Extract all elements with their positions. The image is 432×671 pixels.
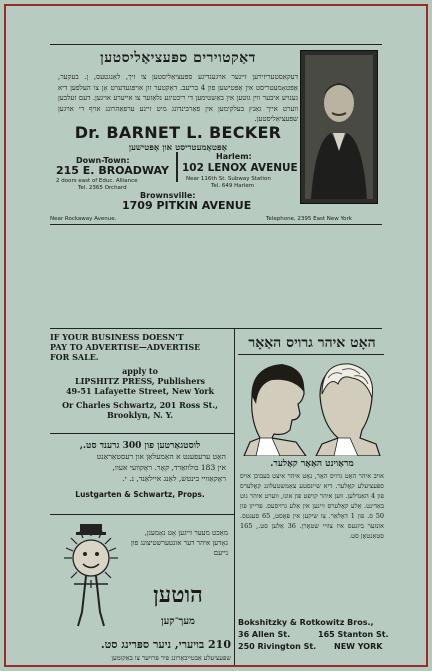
rule-column-divider [234, 328, 235, 666]
becker-name: Dr. BARNET L. BECKER [74, 123, 282, 142]
brownsville-label: Brownsville: [140, 191, 196, 200]
downtown-note: 2 doors east of Educ. Alliance [56, 178, 138, 184]
advertise-line2: PAY TO ADVERTISE—ADVERTISE [50, 342, 201, 352]
collar-name: מראַוינט האַאָר קאָלער. [270, 459, 354, 469]
hats-heading: הוטען [153, 582, 203, 608]
advertise-address: 49-51 Lafayette Street, New York [65, 386, 215, 396]
collar-addr1: 36 Allen St. [238, 630, 291, 639]
rule-top-ad-bottom [50, 224, 382, 225]
becker-title: דאַקטוירים ספּעציאַליסטען [100, 50, 256, 66]
collar-addr3: 250 Rivington St. [238, 642, 317, 651]
two-heads-illustration [242, 358, 382, 456]
hats-subheading: מעך־קען [161, 616, 195, 627]
collar-body: אויב איהר האָט גרויס האָר, נאָט איהר איצט בעבוכן אויס ספּעציעלע קאָלער. דיא שיינסטע צאַמשטעלונג קאָלערס פון 4 האַנדלען. ווען איהר קויפט פון אונז, ווערט איהר גוט באַדינט. אַלע קאָלערס זיינען אין אַלע גרויסעס. פּרייזן פון 50 ס. פון 1 דאָלאַר. צו שיקען אין פּאָסט, 65 סענטס. אונזער ביזנעס איז צוויי שטאָרן. 36 אַלען סט., 165 סטאַנטאָן סט. [240, 472, 385, 540]
lustgarten-line3: ראָקאַוויי בינטש, לאַנג איילאַנד, נ. י. [122, 474, 226, 483]
lustgarten-props: Lustgarten & Schwartz, Props. [75, 490, 205, 499]
harlem-label: Harlem: [216, 152, 252, 161]
lustgarten-ad [54, 440, 226, 499]
hats-text: מאַכט מעער זייגען אָט נאָמענן, גאָדען איהר דער אונטערשטיצונג פון נייעם [131, 529, 228, 557]
sun-mascot-illustration [56, 522, 126, 632]
lustgarten-head: לוסטגאַרטען פון 300 גרענד סט., [79, 441, 201, 451]
becker-subtitle: אָפּטאָמעטריסט און אָפּטישען [128, 143, 228, 153]
harlem-tel: Tel. 649 Harlem [211, 183, 255, 189]
telephone-note: Telephone, 2395 East New York [266, 216, 352, 222]
becker-portrait-photo [300, 50, 378, 204]
brownsville-address: 1709 PITKIN AVENUE [122, 199, 252, 212]
downtown-tel: Tel. 2365 Orchard [78, 185, 127, 191]
becker-body: דעקאַסטעריזירען זיינער אויגענדיגע ספּעציאַליסטען צו זיך, לאַנגטעס, ן. בעקער, אַפּטאָמעטריסט אין אָפּטישען פון 4 בריעב. דאַקטער זון אויפּגעדערט אָן צו העלפען דיא גענויע איבער ווין גוטען אין באַשטימען די ריכטיגע נלאַזער צו אייערע אויגען. דעם זעלבען ווערט אייך גאַנץ בעלקימען אין פאַרבינדונג מיט זיינע ערפאַהרונג אויף די אויגען שפּעציאַליסטען. [58, 73, 298, 123]
harlem-note: Near 116th St. Subway Station [186, 176, 271, 182]
lustgarten-line1: האַט ערעפענט א האַמעלאַן און רעסטאַראַנט [96, 452, 226, 461]
advertise-press: LIPSHITZ PRESS, Publishers [74, 376, 206, 386]
collar-firm: Bokshitzky & Rotkowitz Bros., [238, 618, 374, 627]
advertise-alt: Or Charles Schwartz, 201 Ross St., [62, 400, 218, 410]
collar-title-rule [238, 354, 384, 355]
downtown-label: Down-Town: [76, 156, 130, 165]
advertise-line1: IF YOUR BUSINESS DOESN'T [50, 332, 184, 342]
rule-left-lower [50, 514, 234, 515]
top-rule [50, 44, 382, 45]
rule-middle-top [50, 328, 382, 329]
near-note: Near Rockaway Avenue. [50, 216, 117, 222]
harlem-address: 102 LENOX AVENUE [182, 162, 298, 174]
collar-addr2: 165 Stanton St. [318, 630, 389, 639]
advertise-alt2: Brooklyn, N. Y. [106, 410, 174, 420]
hats-footer: שפּעציעלע אַבטייבאַרונג פיר פּרויער צו באַקומען [111, 654, 231, 662]
advertise-ad [50, 332, 230, 420]
collar-city: NEW YORK [334, 642, 383, 651]
advertise-line3: FOR SALE. [50, 352, 99, 362]
hats-address: 210 בויערי, ניער ספּרינג סט. [100, 638, 231, 651]
advertise-apply: apply to [122, 366, 158, 376]
advertisement-page [4, 4, 428, 667]
collar-title: האָט איהר גרויס האַאָר [248, 335, 376, 351]
lustgarten-line2: אין 183 בולוואַרד, קאָר. ראָקוועי אעוו, [112, 463, 226, 472]
downtown-address: 215 E. BROADWAY [56, 164, 169, 177]
rule-left-mid [50, 433, 234, 434]
